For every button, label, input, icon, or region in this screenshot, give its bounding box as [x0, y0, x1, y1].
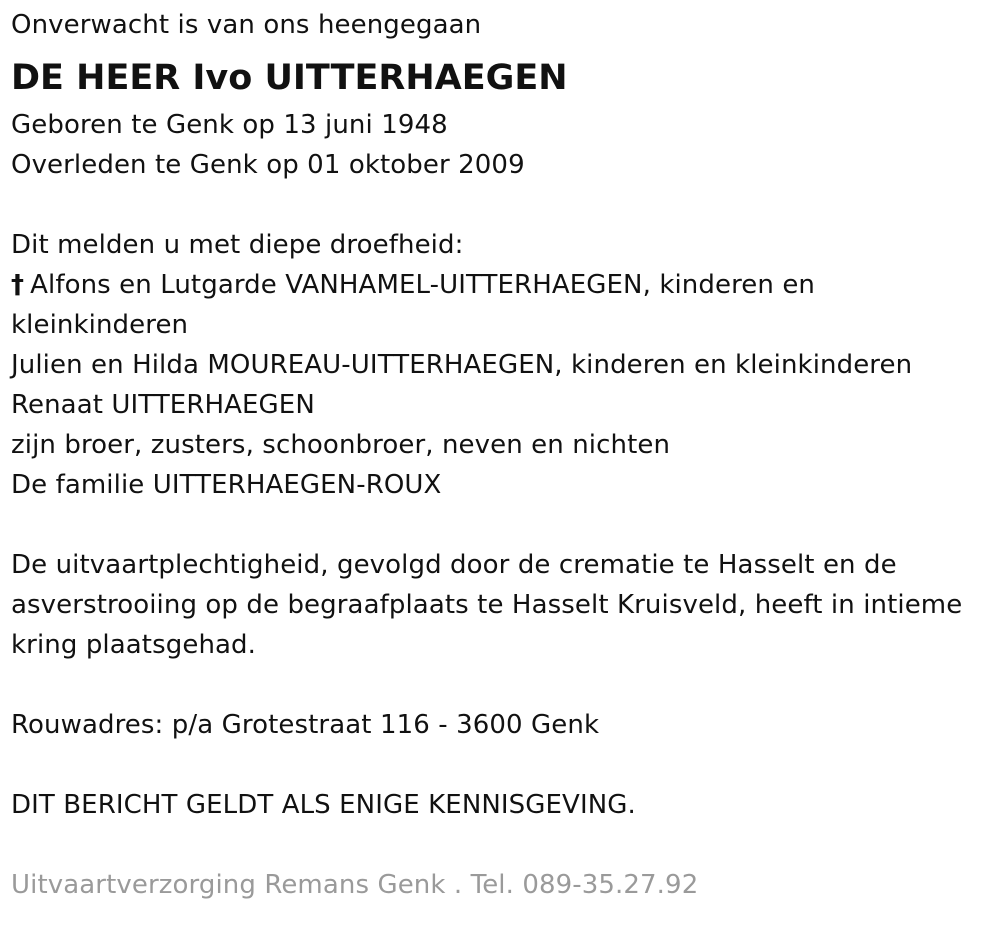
- mourner-line-3: Renaat UITTERHAEGEN: [11, 390, 315, 420]
- spacer: [11, 505, 996, 545]
- mourner-line-1-continued: kleinkinderen: [11, 310, 189, 340]
- mourning-address: Rouwadres: p/a Grotestraat 116 - 3600 Genk: [11, 710, 600, 740]
- spacer: [11, 825, 996, 865]
- birth-line: Geboren te Genk op 13 juni 1948: [11, 110, 448, 140]
- mourners-heading: Dit melden u met diepe droefheid:: [11, 230, 464, 260]
- death-line: Overleden te Genk op 01 oktober 2009: [11, 150, 525, 180]
- mourner-line-1: [11, 265, 996, 305]
- funeral-home-footer: Uitvaartverzorging Remans Genk . Tel. 089-35.27.92: [11, 870, 699, 900]
- obituary-notice: [11, 0, 996, 905]
- ceremony-line-3: kring plaatsgehad.: [11, 630, 257, 660]
- mourner-line-1-text: Alfons en Lutgarde VANHAMEL-UITTERHAEGEN, kinderen en: [30, 270, 816, 300]
- ceremony-line-2: asverstrooiing op de begraafplaats te Hasselt Kruisveld, heeft in intieme: [11, 590, 963, 620]
- intro-text: Onverwacht is van ons heengegaan: [11, 10, 482, 40]
- deceased-name: DE HEER Ivo UITTERHAEGEN: [11, 58, 568, 98]
- spacer: [11, 665, 996, 705]
- official-notice: DIT BERICHT GELDT ALS ENIGE KENNISGEVING.: [11, 790, 636, 820]
- spacer: [11, 745, 996, 785]
- cross-icon: †: [11, 270, 25, 300]
- ceremony-line-1: De uitvaartplechtigheid, gevolgd door de crematie te Hasselt en de: [11, 550, 897, 580]
- spacer: [11, 185, 996, 225]
- mourner-line-5: De familie UITTERHAEGEN-ROUX: [11, 470, 442, 500]
- mourner-line-2: Julien en Hilda MOUREAU-UITTERHAEGEN, kinderen en kleinkinderen: [11, 350, 913, 380]
- mourner-line-4: zijn broer, zusters, schoonbroer, neven en nichten: [11, 430, 671, 460]
